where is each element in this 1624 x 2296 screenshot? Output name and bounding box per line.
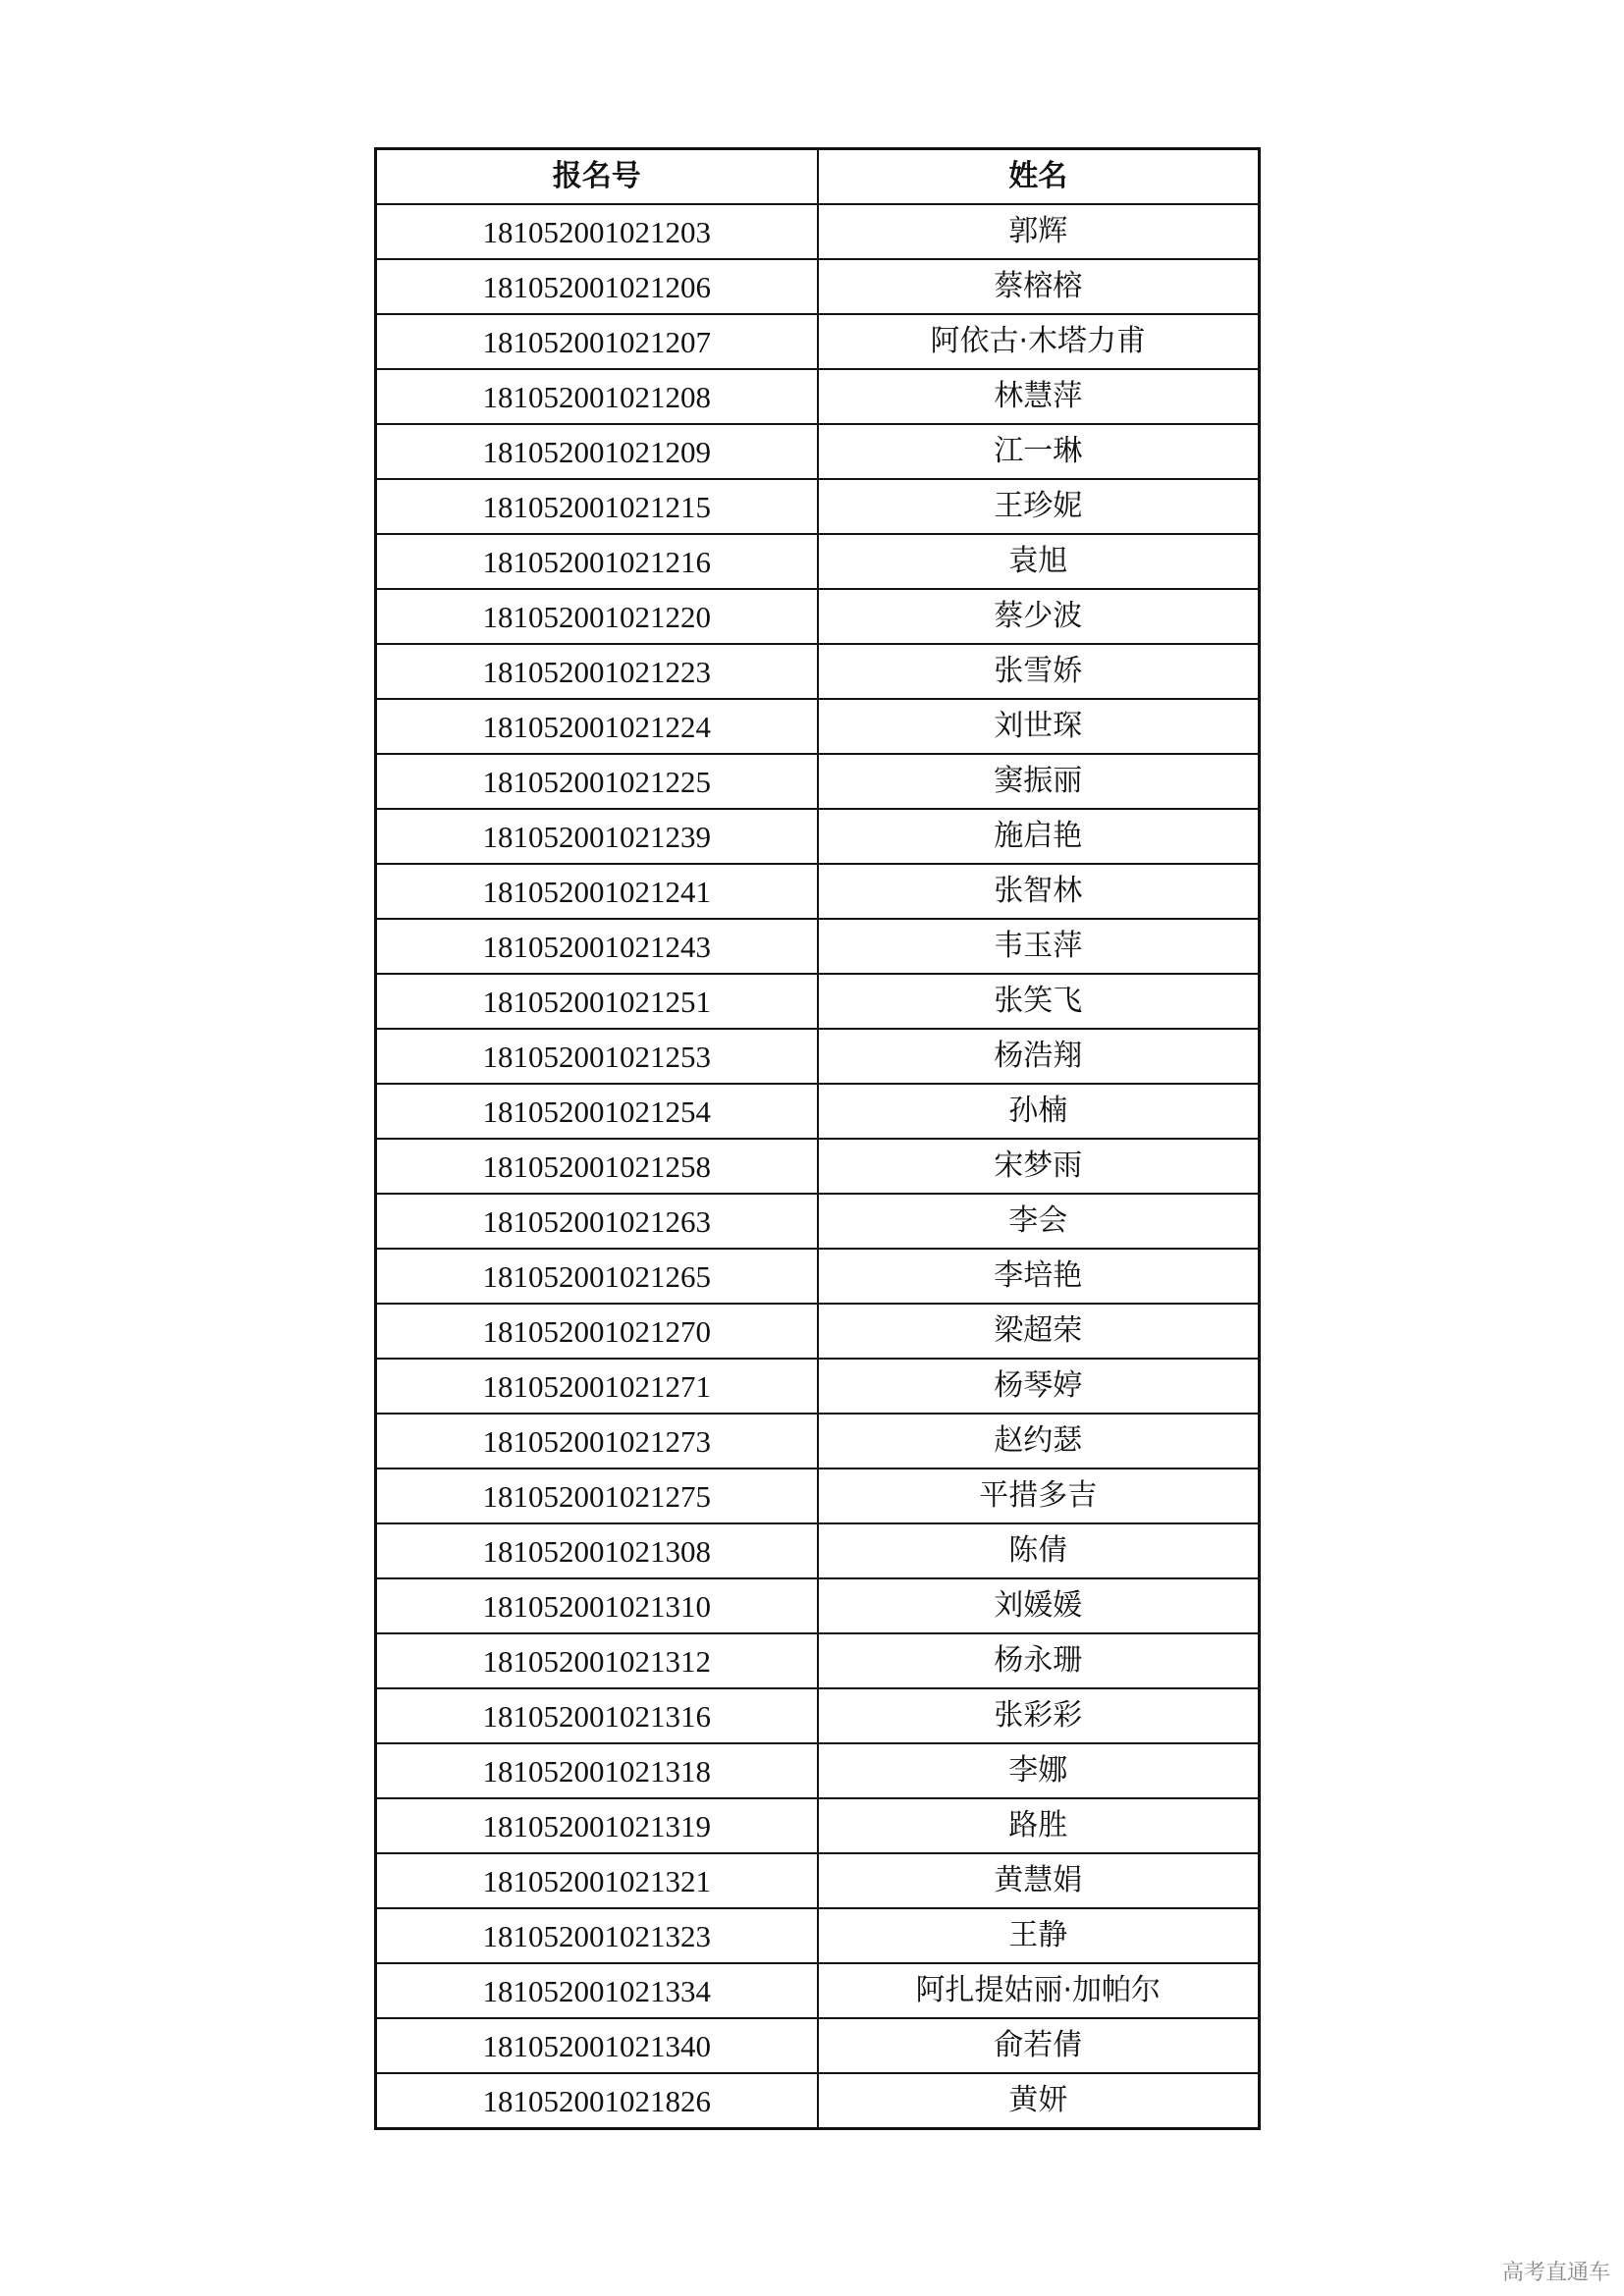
name-cell: 施启艳 [818,809,1260,864]
name-cell: 梁超荣 [818,1304,1260,1359]
registration-number-cell: 181052001021208 [376,369,818,424]
table-row [376,974,1260,1029]
name-cell: 黄妍 [818,2073,1260,2129]
table-row [376,754,1260,809]
registration-number-cell: 181052001021321 [376,1853,818,1908]
registration-number-cell: 181052001021265 [376,1249,818,1304]
table-row [376,369,1260,424]
name-cell: 李娜 [818,1743,1260,1798]
registration-number-cell: 181052001021223 [376,644,818,699]
name-cell: 俞若倩 [818,2018,1260,2073]
table-row [376,1414,1260,1468]
table-row [376,809,1260,864]
registration-number-cell: 181052001021207 [376,314,818,369]
registration-number-cell: 181052001021826 [376,2073,818,2129]
table-row [376,2018,1260,2073]
table-row [376,1029,1260,1084]
registration-number-cell: 181052001021215 [376,479,818,534]
header-row [376,149,1260,205]
registration-number-cell: 181052001021318 [376,1743,818,1798]
name-cell: 郭辉 [818,204,1260,259]
table-row [376,2073,1260,2129]
registration-number-cell: 181052001021275 [376,1468,818,1523]
table-row [376,1139,1260,1194]
table-row [376,1963,1260,2018]
name-cell: 赵约瑟 [818,1414,1260,1468]
name-cell: 刘世琛 [818,699,1260,754]
name-cell: 蔡少波 [818,589,1260,644]
registration-number-cell: 181052001021251 [376,974,818,1029]
table-row [376,1633,1260,1688]
watermark: 高考直通车 [1501,2261,1610,2285]
table-row [376,1798,1260,1853]
header-registration-number: 报名号 [376,149,818,205]
table-row [376,314,1260,369]
registration-number-cell: 181052001021203 [376,204,818,259]
table-row [376,479,1260,534]
registration-number-cell: 181052001021239 [376,809,818,864]
name-cell: 张智林 [818,864,1260,919]
registration-number-cell: 181052001021225 [376,754,818,809]
name-cell: 杨琴婷 [818,1359,1260,1414]
table-row [376,1194,1260,1249]
registration-number-cell: 181052001021319 [376,1798,818,1853]
table-row [376,259,1260,314]
table-row [376,534,1260,589]
registration-number-cell: 181052001021334 [376,1963,818,2018]
name-cell: 杨永珊 [818,1633,1260,1688]
registration-number-cell: 181052001021254 [376,1084,818,1139]
table-row [376,424,1260,479]
registration-number-cell: 181052001021241 [376,864,818,919]
registration-number-cell: 181052001021220 [376,589,818,644]
name-cell: 王珍妮 [818,479,1260,534]
registration-number-cell: 181052001021273 [376,1414,818,1468]
name-cell: 窦振丽 [818,754,1260,809]
registration-number-cell: 181052001021316 [376,1688,818,1743]
name-cell: 黄慧娟 [818,1853,1260,1908]
name-cell: 张雪娇 [818,644,1260,699]
name-cell: 林慧萍 [818,369,1260,424]
table-row [376,1304,1260,1359]
name-cell: 路胜 [818,1798,1260,1853]
name-cell: 宋梦雨 [818,1139,1260,1194]
table-row [376,204,1260,259]
name-cell: 孙楠 [818,1084,1260,1139]
name-cell: 王静 [818,1908,1260,1963]
name-cell: 陈倩 [818,1523,1260,1578]
name-cell: 李培艳 [818,1249,1260,1304]
registration-number-cell: 181052001021209 [376,424,818,479]
registration-number-cell: 181052001021253 [376,1029,818,1084]
table-row [376,644,1260,699]
registration-number-cell: 181052001021312 [376,1633,818,1688]
name-cell: 张彩彩 [818,1688,1260,1743]
registration-number-cell: 181052001021323 [376,1908,818,1963]
table-row [376,1688,1260,1743]
header-name: 姓名 [818,149,1260,205]
table-row [376,1084,1260,1139]
name-cell: 刘媛媛 [818,1578,1260,1633]
registration-number-cell: 181052001021243 [376,919,818,974]
registration-number-cell: 181052001021216 [376,534,818,589]
registration-number-cell: 181052001021263 [376,1194,818,1249]
table-row [376,1853,1260,1908]
table-row [376,589,1260,644]
name-cell: 李会 [818,1194,1260,1249]
registration-number-cell: 181052001021258 [376,1139,818,1194]
table-row [376,1249,1260,1304]
table-row [376,864,1260,919]
name-cell: 杨浩翔 [818,1029,1260,1084]
name-cell: 阿扎提姑丽·加帕尔 [818,1963,1260,2018]
name-cell: 阿依古·木塔力甫 [818,314,1260,369]
table-row [376,919,1260,974]
table-row [376,1908,1260,1963]
name-cell: 袁旭 [818,534,1260,589]
registration-number-cell: 181052001021308 [376,1523,818,1578]
table-body [376,204,1260,2129]
name-cell: 张笑飞 [818,974,1260,1029]
roster-table [374,147,1261,2130]
name-cell: 平措多吉 [818,1468,1260,1523]
registration-number-cell: 181052001021224 [376,699,818,754]
registration-number-cell: 181052001021310 [376,1578,818,1633]
table-row [376,699,1260,754]
table-row [376,1578,1260,1633]
registration-number-cell: 181052001021271 [376,1359,818,1414]
registration-number-cell: 181052001021270 [376,1304,818,1359]
name-cell: 江一琳 [818,424,1260,479]
table-header [376,149,1260,205]
name-cell: 蔡榕榕 [818,259,1260,314]
table-row [376,1468,1260,1523]
registration-number-cell: 181052001021340 [376,2018,818,2073]
table-row [376,1743,1260,1798]
registration-number-cell: 181052001021206 [376,259,818,314]
table-row [376,1523,1260,1578]
table-row [376,1359,1260,1414]
name-cell: 韦玉萍 [818,919,1260,974]
